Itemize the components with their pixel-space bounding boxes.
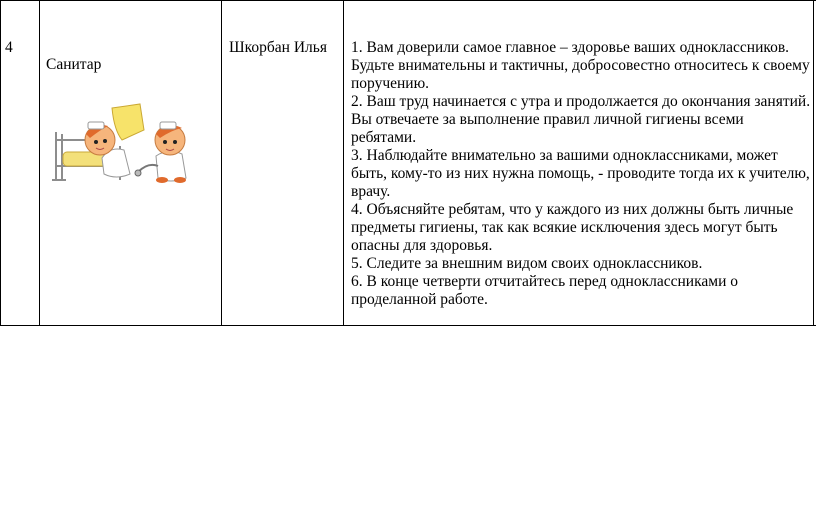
duty-item: 3. Наблюдайте внимательно за вашими одноклассниками, может быть, кому-то из них нужна помощь, - проводите тогда их к учителю, врачу. [351, 147, 810, 200]
col-border-2 [221, 0, 222, 326]
table-bottom-border [0, 325, 816, 326]
duty-item: 1. Вам доверили самое главное – здоровье ваших одноклассников. Будьте внимательны и тактичны, добросовестно относитесь к своему поручению. [351, 39, 810, 92]
table-top-border [0, 0, 816, 1]
duties-list [351, 39, 811, 309]
col-border-4 [813, 0, 814, 326]
row-number: 4 [5, 39, 13, 56]
student-name: Шкорбан Илья [229, 39, 327, 56]
col-border-3 [343, 0, 344, 326]
duty-item: 5. Следите за внешним видом своих одноклассников. [351, 255, 703, 272]
role-title: Санитар [46, 56, 102, 73]
duty-item: 4. Объясняйте ребятам, что у каждого из них должны быть личные предметы гигиены, так как всякие исключения здесь могут быть опасны для здоровья. [351, 201, 794, 254]
col-border-0 [0, 0, 1, 326]
duty-item: 2. Ваш труд начинается с утра и продолжается до окончания занятий. Вы отвечаете за выполнение правил личной гигиены всеми ребятами. [351, 93, 811, 146]
nurses-cartoon-illustration [50, 100, 200, 186]
duty-item: 6. В конце четверти отчитайтесь перед одноклассниками о проделанной работе. [351, 273, 739, 308]
col-border-1 [39, 0, 40, 326]
